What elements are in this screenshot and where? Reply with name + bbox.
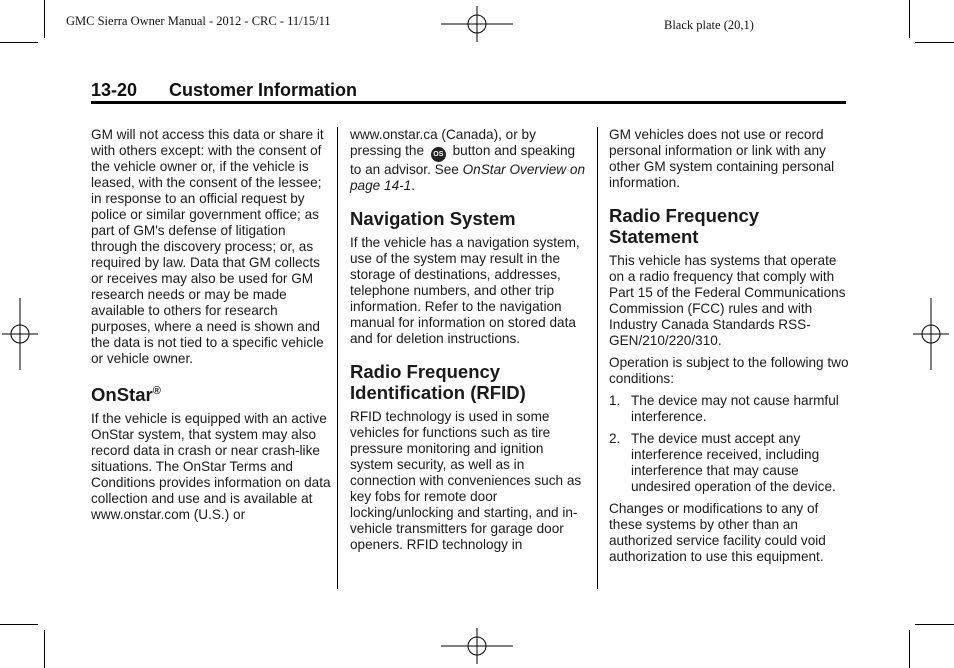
plate-label: Black plate (20,1) bbox=[664, 18, 754, 32]
paragraph: GM will not access this data or share it with others except: with the consent of the vehicle owner or, if the vehicle is leased, with the consent of the lessee; in response to an official request by police or similar government office; as part of GM's defense of litigation through the discovery process; or, as required by law. Data that GM collects or receives may also be used for GM research needs or may be made available to others for research purposes, where a need is shown and the data is not tied to a specific vehicle or vehicle owner. bbox=[91, 127, 324, 366]
radio-frequency-heading: Radio Frequency Statement bbox=[609, 205, 760, 247]
column-divider bbox=[597, 127, 598, 589]
crop-mark bbox=[909, 630, 910, 668]
crop-mark bbox=[909, 0, 910, 38]
heading-rule bbox=[91, 101, 846, 104]
manual-title: GMC Sierra Owner Manual - 2012 - CRC - 11/15/11 bbox=[66, 14, 331, 28]
column-3 bbox=[609, 127, 849, 571]
crop-mark bbox=[44, 0, 45, 38]
crop-mark bbox=[0, 624, 38, 625]
column-2 bbox=[350, 127, 590, 559]
paragraph: Operation is subject to the following two conditions: bbox=[609, 355, 849, 386]
list-item: 2. The device must accept any interference received, including interference that may cause undesired operation of the device. bbox=[609, 431, 836, 494]
registered-mark: ® bbox=[152, 385, 161, 397]
paragraph: If the vehicle has a navigation system, use of the system may result in the storage of destinations, addresses, telephone numbers, and other trip information. Refer to the navigation manual for information on stored data and for deletion instructions. bbox=[350, 235, 580, 346]
page-heading bbox=[91, 80, 846, 101]
onstar-button-icon: OS bbox=[431, 147, 446, 162]
paragraph: If the vehicle is equipped with an active OnStar system, that system may also record data in crash or near crash-like situations. The OnStar Terms and Conditions provides information on data collection and use and is available at www.onstar.com (U.S.) or bbox=[91, 411, 331, 523]
rfid-heading: Radio Frequency Identification (RFID) bbox=[350, 361, 526, 403]
crop-mark bbox=[44, 630, 45, 668]
onstar-heading: OnStar® bbox=[91, 384, 161, 406]
column-1 bbox=[91, 127, 331, 529]
crop-mark bbox=[0, 42, 38, 43]
list-item: 1. The device may not cause harmful interference. bbox=[609, 393, 839, 424]
navigation-heading: Navigation System bbox=[350, 208, 516, 229]
crop-mark bbox=[915, 624, 954, 625]
paragraph: RFID technology is used in some vehicles for functions such as tire pressure monitoring and ignition system security, as well as in connection with conveniences such as key fobs for remote door locking/unlocking and starting, and in-vehicle transmitters for garage door openers. RFID technology in bbox=[350, 409, 582, 552]
paragraph: Changes or modifications to any of these systems by other than an authorized service facility could void authorization to use this equipment. bbox=[609, 501, 826, 564]
paragraph: This vehicle has systems that operate on a radio frequency that comply with Part 15 of the Federal Communications Commission (FCC) rules and with Industry Canada Standards RSS-GEN/210/220/310. bbox=[609, 253, 846, 348]
page-number: 13-20 bbox=[91, 80, 138, 100]
crop-mark bbox=[915, 42, 954, 43]
section-title: Customer Information bbox=[169, 80, 358, 100]
registration-mark bbox=[913, 298, 949, 370]
registration-mark bbox=[441, 628, 513, 664]
registration-mark bbox=[2, 298, 38, 370]
paragraph: www.onstar.ca (Canada), or by pressing the OS button and speaking to an advisor. See OnStar Overview on page 14-1. bbox=[350, 127, 585, 193]
conditions-list bbox=[609, 393, 849, 495]
column-divider bbox=[337, 127, 338, 589]
cross-reference[interactable]: OnStar Overview on page 14-1 bbox=[350, 162, 585, 193]
registration-mark bbox=[441, 6, 513, 42]
paragraph: GM vehicles does not use or record personal information or link with any other GM system containing personal information. bbox=[609, 127, 835, 190]
